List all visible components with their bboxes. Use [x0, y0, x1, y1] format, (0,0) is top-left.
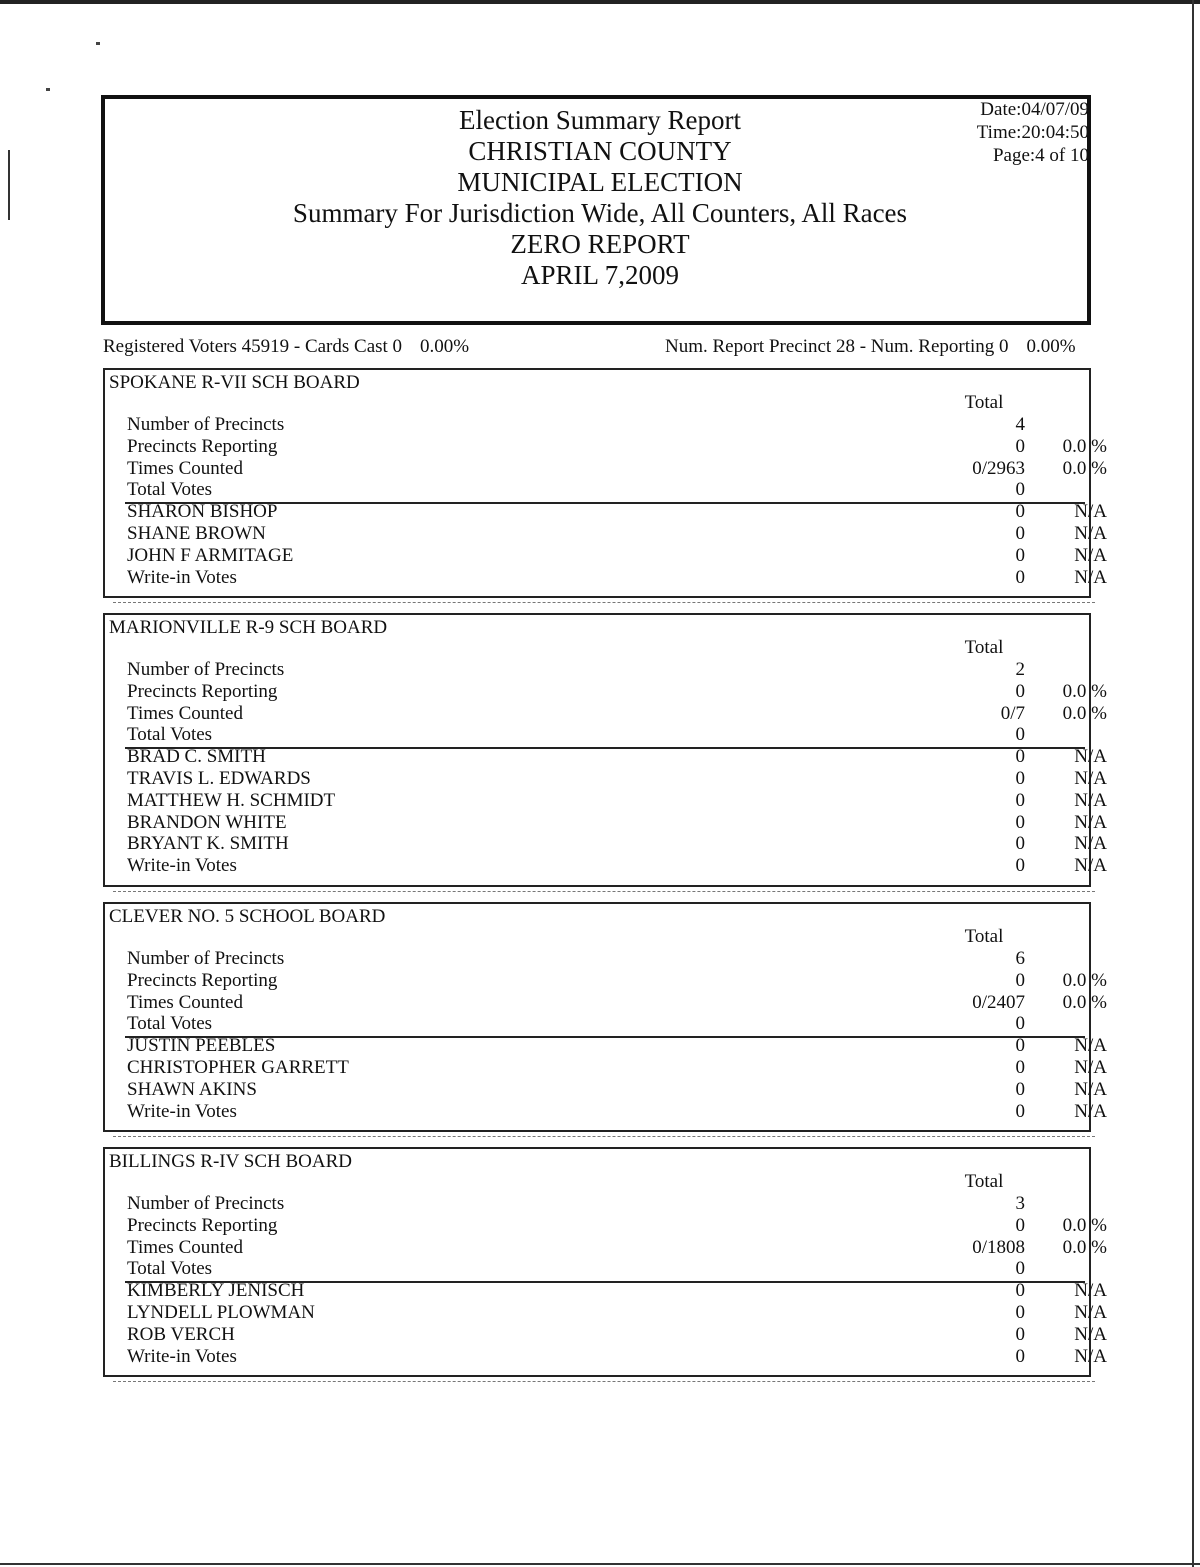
candidate-row [125, 811, 1107, 834]
vote-total: 0 [1015, 855, 1025, 877]
stat-label: Total Votes [127, 724, 213, 746]
vote-total: 0 [1015, 501, 1025, 523]
candidate-name: SHARON BISHOP [127, 501, 278, 523]
vote-total: 0 [1015, 1323, 1025, 1345]
candidate-name: CHRISTOPHER GARRETT [127, 1057, 349, 1078]
stat-label: Total Votes [127, 479, 213, 501]
vote-total: 0 [1015, 1057, 1025, 1078]
vote-percent: N/A [1074, 1078, 1107, 1100]
vote-total: 0/2407 [972, 991, 1025, 1013]
vote-total: 0 [1015, 479, 1025, 501]
vote-total: 0 [1015, 833, 1025, 855]
candidate-name: SHANE BROWN [127, 523, 266, 544]
candidate-name: TRAVIS L. EDWARDS [127, 768, 311, 789]
vote-percent: 0.0 % [1062, 702, 1107, 724]
page-number: Page:4 of 10 [992, 145, 1089, 166]
vote-percent: 0.0 % [1062, 457, 1107, 479]
stat-label: Number of Precincts [127, 1193, 285, 1214]
scan-artifact-mark [8, 150, 10, 220]
vote-percent: N/A [1074, 544, 1107, 566]
report-scope: Summary For Jurisdiction Wide, All Counters, All Races [292, 198, 908, 228]
stat-label: Times Counted [127, 457, 243, 479]
stat-row [125, 1214, 1107, 1237]
stat-label: Precincts Reporting [127, 680, 278, 702]
candidate-name: Write-in Votes [127, 1345, 237, 1367]
candidate-row [125, 1100, 1107, 1123]
vote-total: 0 [1015, 811, 1025, 833]
stat-row [125, 948, 1089, 970]
stat-label: Number of Precincts [127, 948, 285, 969]
election-date: APRIL 7,2009 [520, 260, 679, 290]
page-edge-top [0, 0, 1200, 4]
vote-percent: N/A [1074, 1035, 1107, 1057]
vote-percent: 0.0 % [1062, 1236, 1107, 1258]
vote-total: 0 [1015, 1280, 1025, 1302]
vote-total: 3 [1015, 1193, 1025, 1214]
vote-percent: N/A [1074, 746, 1107, 768]
vote-total: 0 [1015, 1302, 1025, 1323]
scan-artifact-dot [96, 42, 100, 45]
vote-percent: N/A [1074, 1100, 1107, 1122]
race-box [103, 902, 1107, 1132]
candidate-row [125, 566, 1107, 589]
candidate-row [125, 1345, 1107, 1368]
vote-total: 0 [1015, 523, 1025, 544]
candidate-row [125, 523, 1107, 545]
total-column-header: Total [964, 637, 1004, 658]
stat-label: Precincts Reporting [127, 969, 278, 991]
candidate-name: BRAD C. SMITH [127, 746, 266, 768]
candidate-row [125, 768, 1107, 790]
vote-total: 0 [1015, 1035, 1025, 1057]
precinct-reporting-text: Num. Report Precinct 28 - Num. Reporting 0 [665, 336, 1009, 357]
stat-label: Precincts Reporting [127, 1214, 278, 1236]
precinct-reporting-summary [665, 336, 1076, 358]
candidate-row [125, 746, 1107, 768]
vote-total: 0 [1015, 1013, 1025, 1035]
candidate-row [125, 789, 1107, 812]
vote-percent: 0.0 % [1062, 969, 1107, 991]
stat-row [125, 435, 1107, 458]
stat-label: Number of Precincts [127, 414, 285, 435]
race-box [103, 1147, 1107, 1377]
vote-total: 0 [1015, 1345, 1025, 1367]
total-column-header: Total [964, 1171, 1004, 1192]
candidate-name: LYNDELL PLOWMAN [127, 1302, 315, 1323]
election-name: MUNICIPAL ELECTION [457, 167, 743, 197]
vote-percent: N/A [1074, 1057, 1107, 1078]
candidate-row [125, 1035, 1107, 1057]
candidate-name: JOHN F ARMITAGE [127, 544, 294, 566]
stat-label: Total Votes [127, 1013, 213, 1035]
candidate-name: MATTHEW H. SCHMIDT [127, 789, 336, 811]
vote-total: 0 [1015, 544, 1025, 566]
vote-total: 0 [1015, 680, 1025, 702]
vote-percent: N/A [1074, 833, 1107, 855]
vote-total: 0 [1015, 1078, 1025, 1100]
registered-voters-text: Registered Voters 45919 - Cards Cast 0 [103, 336, 403, 357]
race-title: BILLINGS R-IV SCH BOARD [109, 1151, 352, 1172]
vote-total: 0/1808 [972, 1236, 1025, 1258]
vote-total: 0 [1015, 768, 1025, 789]
race-title: SPOKANE R-VII SCH BOARD [109, 372, 360, 393]
vote-percent: 0.0 % [1062, 991, 1107, 1013]
vote-percent: N/A [1074, 768, 1107, 789]
precinct-reporting-percent: 0.00% [1026, 336, 1076, 357]
cards-cast-percent: 0.00% [420, 336, 470, 357]
vote-total: 2 [1015, 659, 1025, 680]
candidate-row [125, 501, 1107, 523]
registered-voters-summary [103, 336, 469, 358]
vote-total: 0 [1015, 566, 1025, 588]
stat-row [125, 414, 1089, 436]
candidate-name: Write-in Votes [127, 855, 237, 877]
vote-percent: N/A [1074, 1280, 1107, 1302]
report-meta [977, 98, 1089, 167]
race-title: MARIONVILLE R-9 SCH BOARD [109, 617, 388, 638]
vote-percent: N/A [1074, 566, 1107, 588]
candidate-name: ROB VERCH [127, 1323, 235, 1345]
vote-total: 0 [1015, 1100, 1025, 1122]
vote-percent: N/A [1074, 523, 1107, 544]
candidate-name: BRYANT K. SMITH [127, 833, 289, 855]
stat-row [125, 1258, 1089, 1280]
county-name: CHRISTIAN COUNTY [468, 136, 732, 166]
candidate-name: SHAWN AKINS [127, 1078, 257, 1100]
scan-artifact-dot [46, 88, 50, 91]
candidate-row [125, 855, 1107, 877]
stat-label: Precincts Reporting [127, 435, 278, 457]
vote-percent: N/A [1074, 501, 1107, 523]
vote-total: 4 [1015, 414, 1025, 435]
stat-row [125, 1193, 1089, 1215]
stat-label: Times Counted [127, 991, 243, 1013]
stat-label: Total Votes [127, 1258, 213, 1280]
report-date: Date:04/07/09 [980, 99, 1089, 120]
vote-total: 0 [1015, 435, 1025, 457]
race-box [103, 613, 1107, 887]
vote-percent: 0.0 % [1062, 680, 1107, 702]
vote-percent: N/A [1074, 1345, 1107, 1367]
report-type: ZERO REPORT [510, 229, 690, 259]
vote-total: 0/2963 [972, 457, 1025, 479]
candidate-name: Write-in Votes [127, 1100, 237, 1122]
vote-total: 0 [1015, 724, 1025, 746]
race-box [103, 368, 1107, 598]
stat-row [125, 724, 1089, 746]
stat-row [125, 991, 1107, 1014]
vote-percent: 0.0 % [1062, 1214, 1107, 1236]
stat-row [125, 969, 1107, 992]
stat-row [125, 659, 1089, 681]
report-title-block [105, 105, 1095, 291]
race-title: CLEVER NO. 5 SCHOOL BOARD [109, 906, 386, 927]
stat-row [125, 680, 1107, 703]
candidate-name: JUSTIN PEEBLES [127, 1035, 276, 1057]
vote-total: 0 [1015, 1258, 1025, 1280]
total-column-header: Total [964, 392, 1004, 413]
stat-row [125, 1236, 1107, 1259]
report-header-box [101, 95, 1091, 325]
stat-row [125, 702, 1107, 725]
candidate-row [125, 1078, 1107, 1101]
candidate-row [125, 1280, 1107, 1302]
candidate-row [125, 833, 1107, 855]
vote-total: 0/7 [1000, 702, 1025, 724]
report-time: Time:20:04:50 [976, 122, 1089, 143]
total-column-header: Total [964, 926, 1004, 947]
vote-percent: N/A [1074, 1323, 1107, 1345]
page-edge-right [1192, 0, 1194, 1567]
vote-total: 0 [1015, 789, 1025, 811]
candidate-name: Write-in Votes [127, 566, 237, 588]
vote-percent: N/A [1074, 855, 1107, 877]
stat-label: Times Counted [127, 702, 243, 724]
stat-label: Number of Precincts [127, 659, 285, 680]
vote-percent: 0.0 % [1062, 435, 1107, 457]
candidate-row [125, 544, 1107, 567]
candidate-name: BRANDON WHITE [127, 811, 287, 833]
report-title: Election Summary Report [459, 105, 741, 135]
candidate-name: KIMBERLY JENISCH [127, 1280, 305, 1302]
vote-total: 0 [1015, 969, 1025, 991]
vote-total: 0 [1015, 1214, 1025, 1236]
candidate-row [125, 1057, 1107, 1079]
stat-row [125, 1013, 1089, 1035]
stat-row [125, 457, 1107, 480]
vote-total: 6 [1015, 948, 1025, 969]
vote-percent: N/A [1074, 811, 1107, 833]
page-edge-bottom [0, 1563, 1200, 1565]
vote-percent: N/A [1074, 789, 1107, 811]
candidate-row [125, 1323, 1107, 1346]
stat-label: Times Counted [127, 1236, 243, 1258]
vote-percent: N/A [1074, 1302, 1107, 1323]
candidate-row [125, 1302, 1107, 1324]
stat-row [125, 479, 1089, 501]
vote-total: 0 [1015, 746, 1025, 768]
